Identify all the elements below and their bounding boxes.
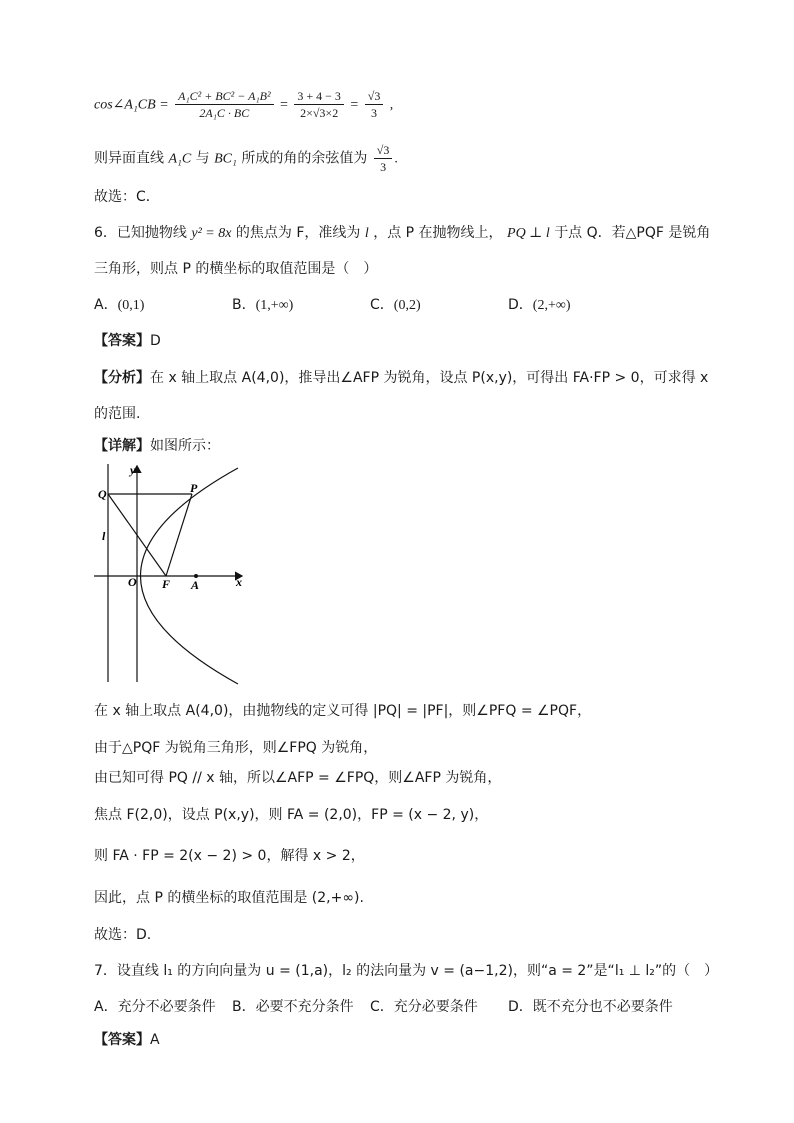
label-f: F [162,577,171,591]
label-q: Q [98,487,107,501]
q7-answer: 【答案】A [94,1032,160,1048]
label-l: l [102,529,106,543]
q7-option-c: C．充分必要条件 [370,999,478,1015]
segment-pf [166,494,192,576]
cos-value-fraction: $\frac{3 + 4 - 3}{2\times√3\times 2}$ [294,88,344,121]
q6-detail-2: 由于△PQF 为锐角三角形，则∠FPQ 为锐角， [94,740,378,756]
cos-formula-fraction: $\frac{\text{A₁C² + BC² − A₁B²}}{\text{2A₁C · BC}}$ [175,88,273,121]
q6-stem-line2: 三角形，则点 P 的横坐标的取值范围是（ ） [94,261,378,277]
conclusion-line: 则异面直线 A₁C 与 BC₁ 所成的角的余弦值为 $\frac{√3}{3}$ . [94,143,398,174]
q6-choice: 故选：D. [94,927,152,943]
q6-option-a: A．(0,1) [94,297,145,313]
q6-option-c: C．(0,2) [370,297,421,313]
label-y: y [130,463,136,477]
q6-option-d: D．(2,+∞) [508,297,571,313]
q6-analysis-line2: 的范围. [94,406,141,422]
q6-detail-heading: 【详解】如图所示： [94,438,220,454]
q6-detail-1: 在 x 轴上取点 A(4,0)，由抛物线的定义可得 |PQ| = |PF|，则∠PFQ = ∠PQF， [94,703,592,719]
q6-option-b: B．(1,+∞) [232,297,294,313]
cos-formula-line: cos∠A₁CB = $\frac{\text{A₁C² + BC² − A₁B²}}{\text{2A₁C · BC}}$ = $\frac{3 + 4 - 3}{2\times√3\times 2}$ = $\frac{√3}{3}$ , [94,89,394,120]
conclusion-fraction: $\frac{√3}{3}$ [374,142,393,175]
q7-option-b: B．必要不充分条件 [232,999,354,1015]
label-x: x [236,575,242,589]
q6-answer: 【答案】D [94,333,161,349]
q6-analysis-line1: 【分析】在 x 轴上取点 A(4,0)，推导出∠AFP 为锐角，设点 P(x,y)，可得出 FA·FP > 0，可求得 x [94,370,709,386]
label-p: P [190,481,198,495]
q7-option-a: A．充分不必要条件 [94,999,216,1015]
cos-formula-lhs: cos∠A₁CB = [94,97,169,113]
q6-detail-3: 由已知可得 PQ // x 轴，所以∠AFP = ∠FPQ，则∠AFP 为锐角， [94,770,502,786]
q7-option-d: D．既不充分也不必要条件 [508,999,673,1015]
q6-detail-5: 则 FA · FP = 2(x − 2) > 0，解得 x > 2， [94,848,365,864]
q7-stem: 7．设直线 l₁ 的方向向量为 u = (1,a)，l₂ 的法向量为 v = (a−1,2)，则“a = 2”是“l₁ ⊥ l₂”的（ ） [94,963,719,979]
cos-result-fraction: $\frac{√3}{3}$ [365,88,384,121]
q6-detail-6: 因此，点 P 的横坐标的取值范围是 (2,+∞). [94,890,364,906]
parabola-figure [90,462,250,686]
label-o: O [128,575,137,589]
label-a: A [191,578,200,592]
q6-detail-4: 焦点 F(2,0)，设点 P(x,y)，则 FA = (2,0)，FP = (x − 2, y)， [94,807,489,823]
q6-stem-line1: 6．已知抛物线 y² = 8x 的焦点为 F，准线为 l ，点 P 在抛物线上， PQ ⊥ l 于点 Q．若△PQF 是锐角 [94,225,711,241]
prev-choice: 故选：C． [94,189,160,205]
